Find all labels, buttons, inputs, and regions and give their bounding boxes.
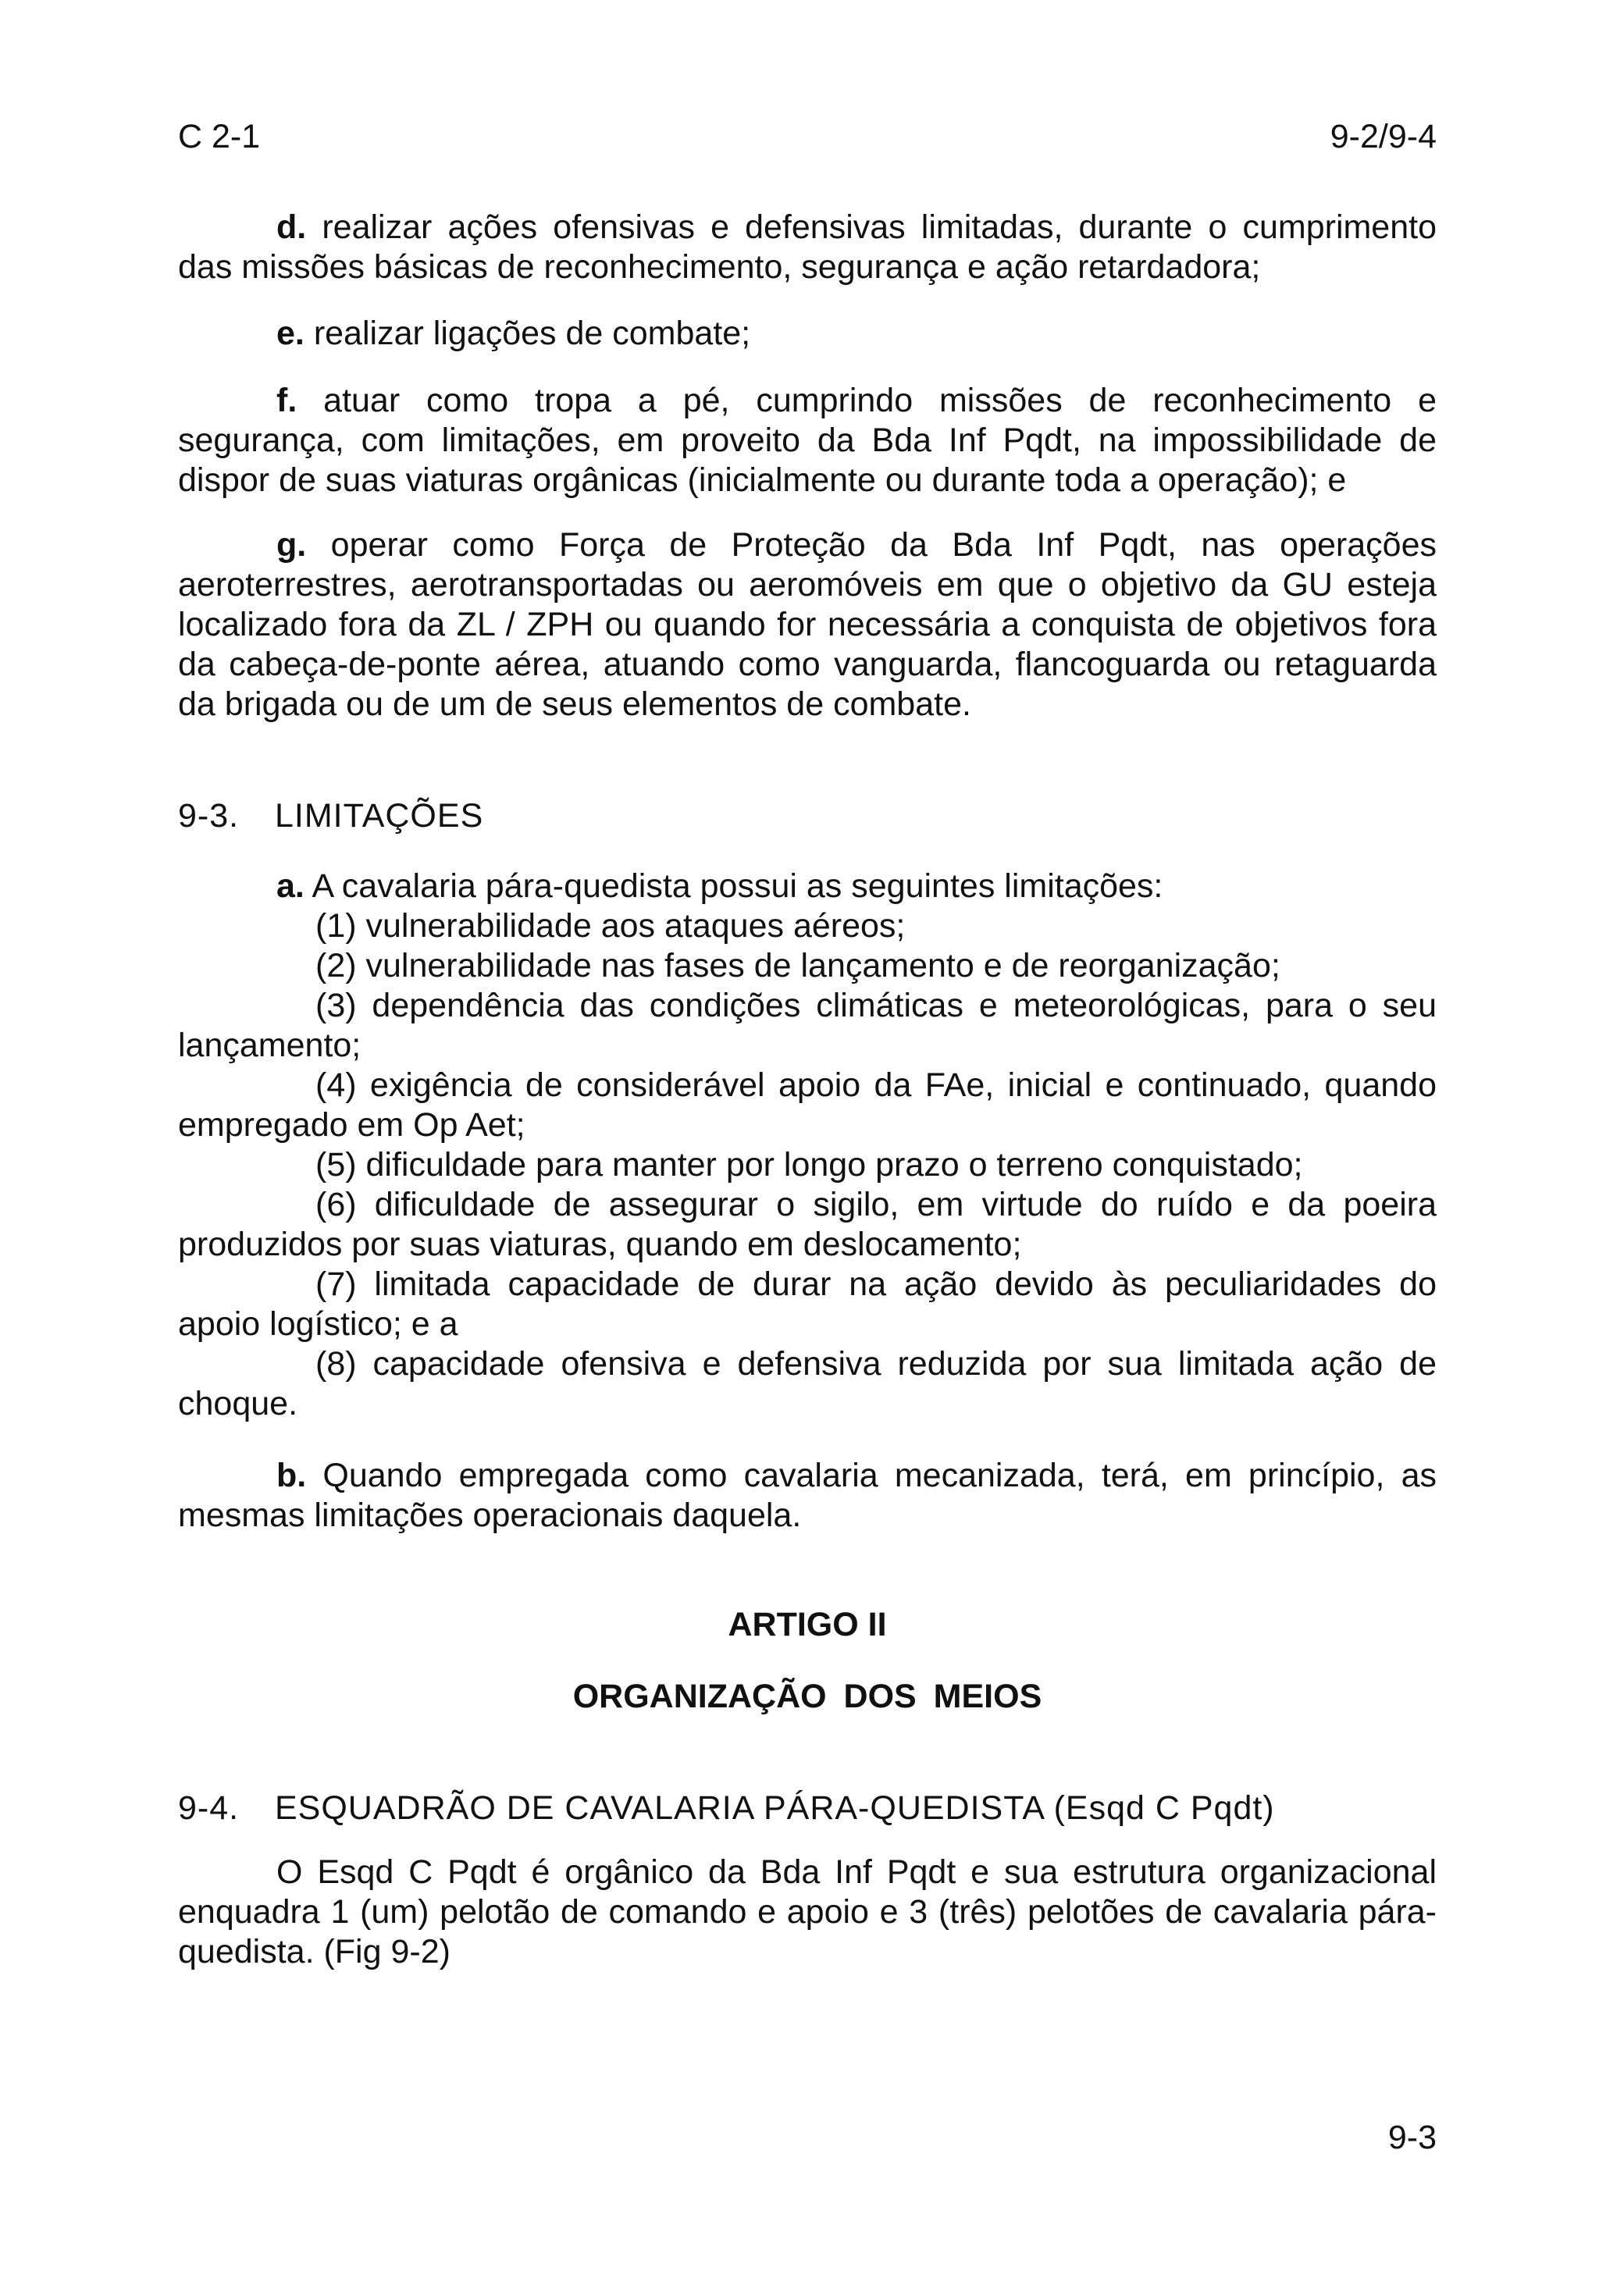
limitation-3: (3) dependência das condições climáticas e meteorológicas, para o seu lançamento; [178,987,1437,1064]
item-e-letter: e. [276,315,304,352]
page-number: 9-3 [1387,2119,1437,2156]
limitation-2: (2) vulnerabilidade nas fases de lançamento e de reorganização; [315,947,1280,984]
section-9-3-b-letter: b. [276,1457,307,1494]
limitation-4: (4) exigência de considerável apoio da FAe, inicial e continuado, quando empregado em Op Aet; [178,1066,1437,1144]
document-page [178,0,1437,2296]
header-section-range: 9-2/9-4 [1330,118,1437,155]
limitation-8: (8) capacidade ofensiva e defensiva reduzida por sua limitada ação de choque. [178,1345,1437,1422]
limitation-1: (1) vulnerabilidade aos ataques aéreos; [315,907,906,945]
section-9-4-number: 9-4. [178,1789,240,1827]
item-d-letter: d. [276,208,307,246]
item-e [178,314,1437,354]
header-manual-code: C 2-1 [178,118,261,155]
item-f [178,381,1437,500]
article-subtitle: ORGANIZAÇÃO DOS MEIOS [572,1678,1042,1715]
section-9-3-a-letter: a. [276,867,304,905]
limitation-6: (6) dificuldade de assegurar o sigilo, em virtude do ruído e da poeira produzidos por suas viaturas, quando em deslocamento; [178,1186,1437,1263]
section-9-3-heading [178,796,1437,836]
item-d-text: realizar ações ofensivas e defensivas limitadas, durante o cumprimento das missões básicas de reconhecimento, segurança e ação retardadora; [178,208,1437,286]
section-9-4-paragraph: O Esqd C Pqdt é orgânico da Bda Inf Pqdt e sua estrutura organizacional enquadra 1 (um) pelotão de comando e apoio e 3 (três) pelotões de cavalaria pára-quedista. (Fig 9-2) [178,1853,1437,1970]
item-f-letter: f. [276,382,297,419]
section-9-3-title: LIMITAÇÕES [275,797,484,835]
section-9-3-number: 9-3. [178,797,240,835]
item-g [178,525,1437,724]
item-g-letter: g. [276,526,307,564]
article-title: ARTIGO II [728,1606,887,1643]
section-9-4-title: ESQUADRÃO DE CAVALARIA PÁRA-QUEDISTA (Esqd C Pqdt) [275,1789,1275,1827]
item-e-text: realizar ligações de combate; [313,315,751,352]
item-g-text: operar como Força de Proteção da Bda Inf Pqdt, nas operações aeroterrestres, aerotransportadas ou aeromóveis em que o objetivo da GU esteja localizado fora da ZL / ZPH ou quando for necessária a conquista de objetivos fora da cabeça-de-ponte aérea, atuando como vanguarda, flancoguarda ou retaguarda da brigada ou de um de seus elementos de combate. [178,526,1437,723]
limitation-7: (7) limitada capacidade de durar na ação devido às peculiaridades do apoio logístico; e a [178,1265,1437,1343]
item-d [178,208,1437,287]
section-9-3-item-a [178,867,1437,906]
section-9-3-item-b [178,1456,1437,1536]
section-9-4-heading [178,1789,1437,1828]
limitation-5: (5) dificuldade para manter por longo prazo o terreno conquistado; [315,1146,1303,1184]
section-9-3-a-text: A cavalaria pára-quedista possui as seguintes limitações: [312,867,1163,905]
item-f-text: atuar como tropa a pé, cumprindo missões de reconhecimento e segurança, com limitações, em proveito da Bda Inf Pqdt, na impossibilidade de dispor de suas viaturas orgânicas (inicialmente ou durante toda a operação); e [178,382,1437,499]
section-9-3-b-text: Quando empregada como cavalaria mecanizada, terá, em princípio, as mesmas limitações operacionais daquela. [178,1457,1437,1534]
